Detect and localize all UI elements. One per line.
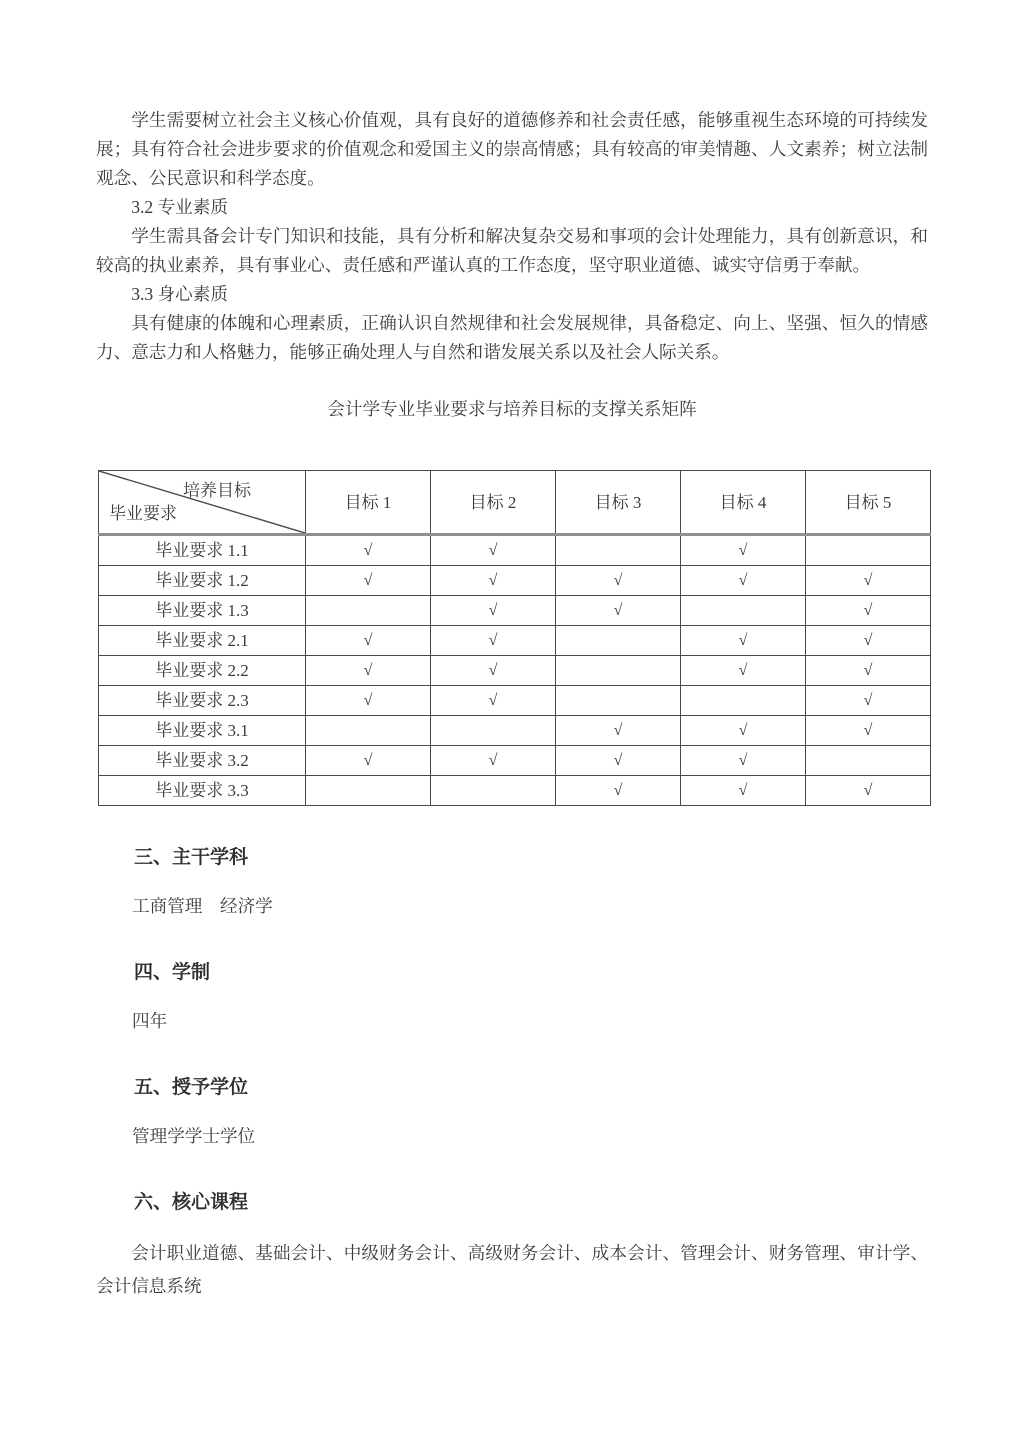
check-mark-cell: √ [431, 596, 556, 626]
corner-label-requirements: 毕业要求 [109, 504, 177, 523]
section-heading-main-disciplines: 三、主干学科 [134, 847, 249, 868]
table-row [99, 596, 931, 626]
table-row [99, 776, 931, 806]
empty-mark-cell [306, 596, 431, 626]
section-heading-duration: 四、学制 [134, 962, 211, 983]
check-mark-cell: √ [806, 656, 931, 686]
empty-mark-cell [806, 535, 931, 566]
check-mark-cell: √ [681, 716, 806, 746]
row-label: 毕业要求 2.1 [99, 626, 306, 656]
empty-mark-cell [556, 626, 681, 656]
check-mark-cell: √ [556, 776, 681, 806]
check-mark-cell: √ [556, 596, 681, 626]
matrix-column-header: 目标 3 [556, 471, 681, 535]
matrix-column-header: 目标 2 [431, 471, 556, 535]
empty-mark-cell [306, 716, 431, 746]
check-mark-cell: √ [306, 626, 431, 656]
row-label: 毕业要求 2.3 [99, 686, 306, 716]
check-mark-cell: √ [431, 535, 556, 566]
empty-mark-cell [306, 776, 431, 806]
check-mark-cell: √ [681, 776, 806, 806]
section-degree [96, 1076, 928, 1151]
check-mark-cell: √ [431, 656, 556, 686]
section-duration [96, 961, 928, 1036]
empty-mark-cell [556, 686, 681, 716]
check-mark-cell: √ [681, 566, 806, 596]
paragraph-physical-mental: 具有健康的体魄和心理素质，正确认识自然规律和社会发展规律，具备稳定、向上、坚强、恒久的情感力、意志力和人格魅力，能够正确处理人与自然和谐发展关系以及社会人际关系。 [96, 313, 928, 362]
check-mark-cell: √ [806, 626, 931, 656]
matrix-table-title: 会计学专业毕业要求与培养目标的支撑关系矩阵 [327, 399, 697, 419]
table-row [99, 535, 931, 566]
empty-mark-cell [431, 776, 556, 806]
section-content-degree: 管理学学士学位 [132, 1126, 256, 1146]
paragraph-values: 学生需要树立社会主义核心价值观，具有良好的道德修养和社会责任感，能够重视生态环境的可持续发展；具有符合社会进步要求的价值观念和爱国主义的崇高情感；具有较高的审美情趣、人文素养；树立法制观念、公民意识和科学态度。 [96, 110, 928, 188]
check-mark-cell: √ [681, 656, 806, 686]
empty-mark-cell [556, 535, 681, 566]
check-mark-cell: √ [306, 746, 431, 776]
paragraph-professional: 学生需具备会计专门知识和技能，具有分析和解决复杂交易和事项的会计处理能力，具有创新意识，和较高的执业素养，具有事业心、责任感和严谨认真的工作态度，坚守职业道德、诚实守信勇于奉献。 [96, 226, 928, 275]
section-core-courses [96, 1191, 928, 1303]
check-mark-cell: √ [431, 566, 556, 596]
matrix-column-header: 目标 4 [681, 471, 806, 535]
row-label: 毕业要求 3.2 [99, 746, 306, 776]
section-content-duration: 四年 [132, 1011, 168, 1031]
empty-mark-cell [681, 596, 806, 626]
check-mark-cell: √ [431, 746, 556, 776]
check-mark-cell: √ [806, 716, 931, 746]
support-matrix-table [98, 470, 931, 806]
table-row [99, 686, 931, 716]
check-mark-cell: √ [306, 566, 431, 596]
matrix-corner-cell [99, 471, 306, 535]
empty-mark-cell [681, 686, 806, 716]
table-row [99, 716, 931, 746]
check-mark-cell: √ [806, 776, 931, 806]
check-mark-cell: √ [306, 686, 431, 716]
corner-label-objectives: 培养目标 [183, 481, 251, 500]
check-mark-cell: √ [806, 596, 931, 626]
check-mark-cell: √ [306, 656, 431, 686]
empty-mark-cell [431, 716, 556, 746]
table-row [99, 566, 931, 596]
table-row [99, 656, 931, 686]
matrix-header-row [99, 471, 931, 535]
table-row [99, 746, 931, 776]
section-main-disciplines [96, 846, 928, 921]
row-label: 毕业要求 3.3 [99, 776, 306, 806]
row-label: 毕业要求 3.1 [99, 716, 306, 746]
check-mark-cell: √ [806, 686, 931, 716]
check-mark-cell: √ [556, 746, 681, 776]
row-label: 毕业要求 1.2 [99, 566, 306, 596]
table-row [99, 626, 931, 656]
subheading-3-2: 3.2 专业素质 [131, 197, 228, 217]
check-mark-cell: √ [806, 566, 931, 596]
matrix-column-header: 目标 1 [306, 471, 431, 535]
section-heading-degree: 五、授予学位 [134, 1077, 249, 1098]
check-mark-cell: √ [681, 626, 806, 656]
check-mark-cell: √ [681, 535, 806, 566]
row-label: 毕业要求 1.1 [99, 535, 306, 566]
check-mark-cell: √ [431, 626, 556, 656]
check-mark-cell: √ [681, 746, 806, 776]
matrix-column-header: 目标 5 [806, 471, 931, 535]
section-heading-core-courses: 六、核心课程 [134, 1192, 249, 1213]
subheading-3-3: 3.3 身心素质 [131, 284, 228, 304]
check-mark-cell: √ [556, 716, 681, 746]
section-content-main-disciplines: 工商管理 经济学 [132, 896, 273, 916]
section-content-core-courses: 会计职业道德、基础会计、中级财务会计、高级财务会计、成本会计、管理会计、财务管理、审计学、会计信息系统 [96, 1243, 928, 1296]
check-mark-cell: √ [556, 566, 681, 596]
empty-mark-cell [556, 656, 681, 686]
empty-mark-cell [806, 746, 931, 776]
row-label: 毕业要求 1.3 [99, 596, 306, 626]
row-label: 毕业要求 2.2 [99, 656, 306, 686]
check-mark-cell: √ [431, 686, 556, 716]
matrix-body [99, 535, 931, 806]
check-mark-cell: √ [306, 535, 431, 566]
